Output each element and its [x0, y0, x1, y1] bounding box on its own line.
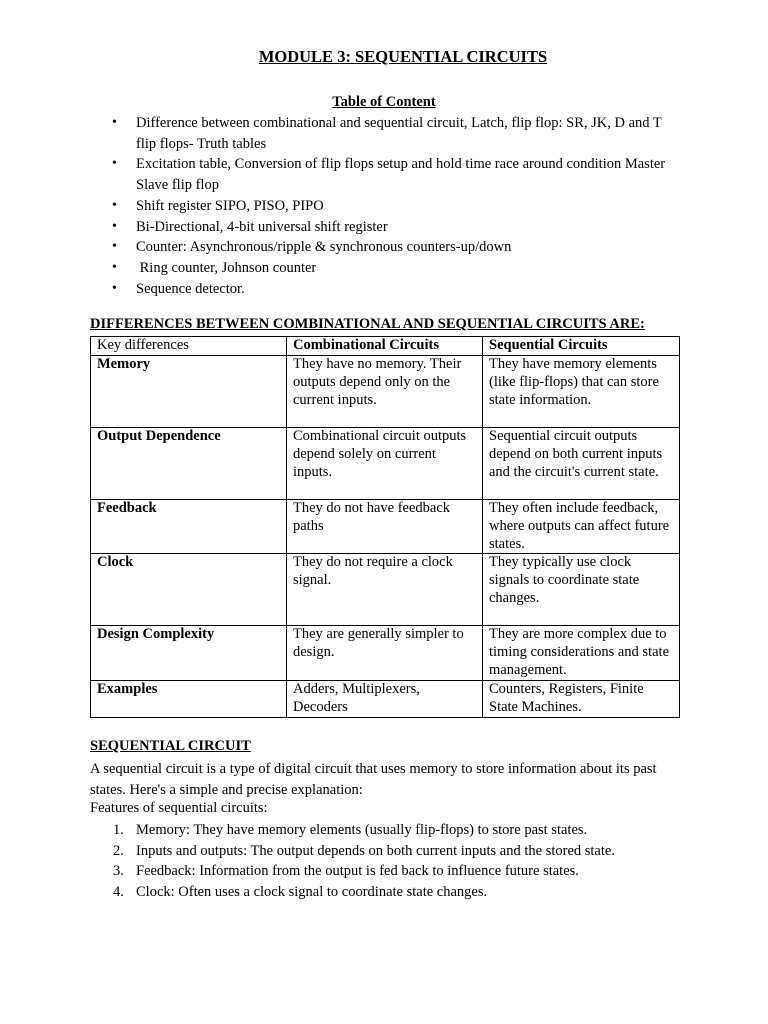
table-row-label: Output Dependence — [91, 428, 287, 500]
toc-list — [90, 113, 685, 299]
table-cell: They are more complex due to timing considerations and state management. — [483, 626, 680, 680]
table-cell: They typically use clock signals to coordinate state changes. — [483, 554, 680, 626]
features-intro: Features of sequential circuits: — [90, 800, 268, 816]
table-cell: They do not require a clock signal. — [287, 554, 483, 626]
toc-item: • Ring counter, Johnson counter — [90, 258, 685, 279]
toc-item: • Shift register SIPO, PISO, PIPO — [90, 196, 685, 217]
comparison-table — [90, 336, 680, 718]
table-header-cell: Sequential Circuits — [483, 337, 680, 356]
table-row — [91, 554, 680, 626]
table-row-label: Feedback — [91, 500, 287, 554]
table-row — [91, 626, 680, 680]
table-row — [91, 680, 680, 717]
sequential-paragraph: A sequential circuit is a type of digital circuit that uses memory to store information about its past states. Here's a simple and precise explanation: — [90, 761, 657, 798]
bullet-icon: • — [112, 115, 117, 130]
table-header-cell: Combinational Circuits — [287, 337, 483, 356]
differences-heading: DIFFERENCES BETWEEN COMBINATIONAL AND SEQUENTIAL CIRCUITS ARE: — [90, 316, 645, 332]
table-cell: Sequential circuit outputs depend on both current inputs and the circuit's current state. — [483, 428, 680, 500]
toc-heading: Table of Content — [332, 94, 436, 110]
table-row-label: Examples — [91, 680, 287, 717]
toc-item: • Excitation table, Conversion of flip flops setup and hold time race around condition Master Slave flip flop — [112, 156, 666, 194]
table-row-label: Memory — [91, 356, 287, 428]
table-cell: They have no memory. Their outputs depend only on the current inputs. — [287, 356, 483, 428]
table-row — [91, 500, 680, 554]
list-item: 3. Feedback: Information from the output is fed back to influence future states. — [113, 863, 579, 880]
toc-item: • Difference between combinational and sequential circuit, Latch, flip flop: SR, JK, D and T flip flops- Truth tables — [112, 115, 662, 152]
table-row — [91, 356, 680, 428]
toc-item: • Counter: Asynchronous/ripple & synchronous counters-up/down — [90, 237, 685, 258]
table-cell: They do not have feedback paths — [287, 500, 483, 554]
table-header-row — [91, 337, 680, 356]
table-cell: They are generally simpler to design. — [287, 626, 483, 680]
toc-item: • Sequence detector. — [90, 279, 685, 300]
toc-item: • Bi-Directional, 4-bit universal shift register — [90, 217, 685, 238]
sequential-heading: SEQUENTIAL CIRCUIT — [90, 738, 251, 754]
table-cell: Combinational circuit outputs depend solely on current inputs. — [287, 428, 483, 500]
table-cell: They often include feedback, where outputs can affect future states. — [483, 500, 680, 554]
list-item: 2. Inputs and outputs: The output depends on both current inputs and the stored state. — [113, 842, 615, 859]
table-cell: Counters, Registers, Finite State Machines. — [483, 680, 680, 717]
bullet-icon: • — [112, 218, 117, 234]
table-row-label: Clock — [91, 554, 287, 626]
list-item: 1. Memory: They have memory elements (usually flip-flops) to store past states. — [113, 822, 588, 838]
bullet-icon: • — [112, 197, 117, 213]
table-cell: Adders, Multiplexers, Decoders — [287, 680, 483, 717]
bullet-icon: • — [112, 259, 117, 275]
bullet-icon: • — [112, 239, 117, 255]
bullet-icon: • — [112, 156, 117, 172]
table-row-label: Design Complexity — [91, 626, 287, 680]
bullet-icon: • — [112, 280, 117, 296]
table-cell: They have memory elements (like flip-flops) that can store state information. — [483, 356, 680, 428]
table-header-cell: Key differences — [91, 337, 287, 356]
features-list — [90, 820, 690, 903]
table-row — [91, 428, 680, 500]
page-title: MODULE 3: SEQUENTIAL CIRCUITS — [258, 47, 548, 66]
list-item: 4. Clock: Often uses a clock signal to coordinate state changes. — [113, 884, 488, 901]
